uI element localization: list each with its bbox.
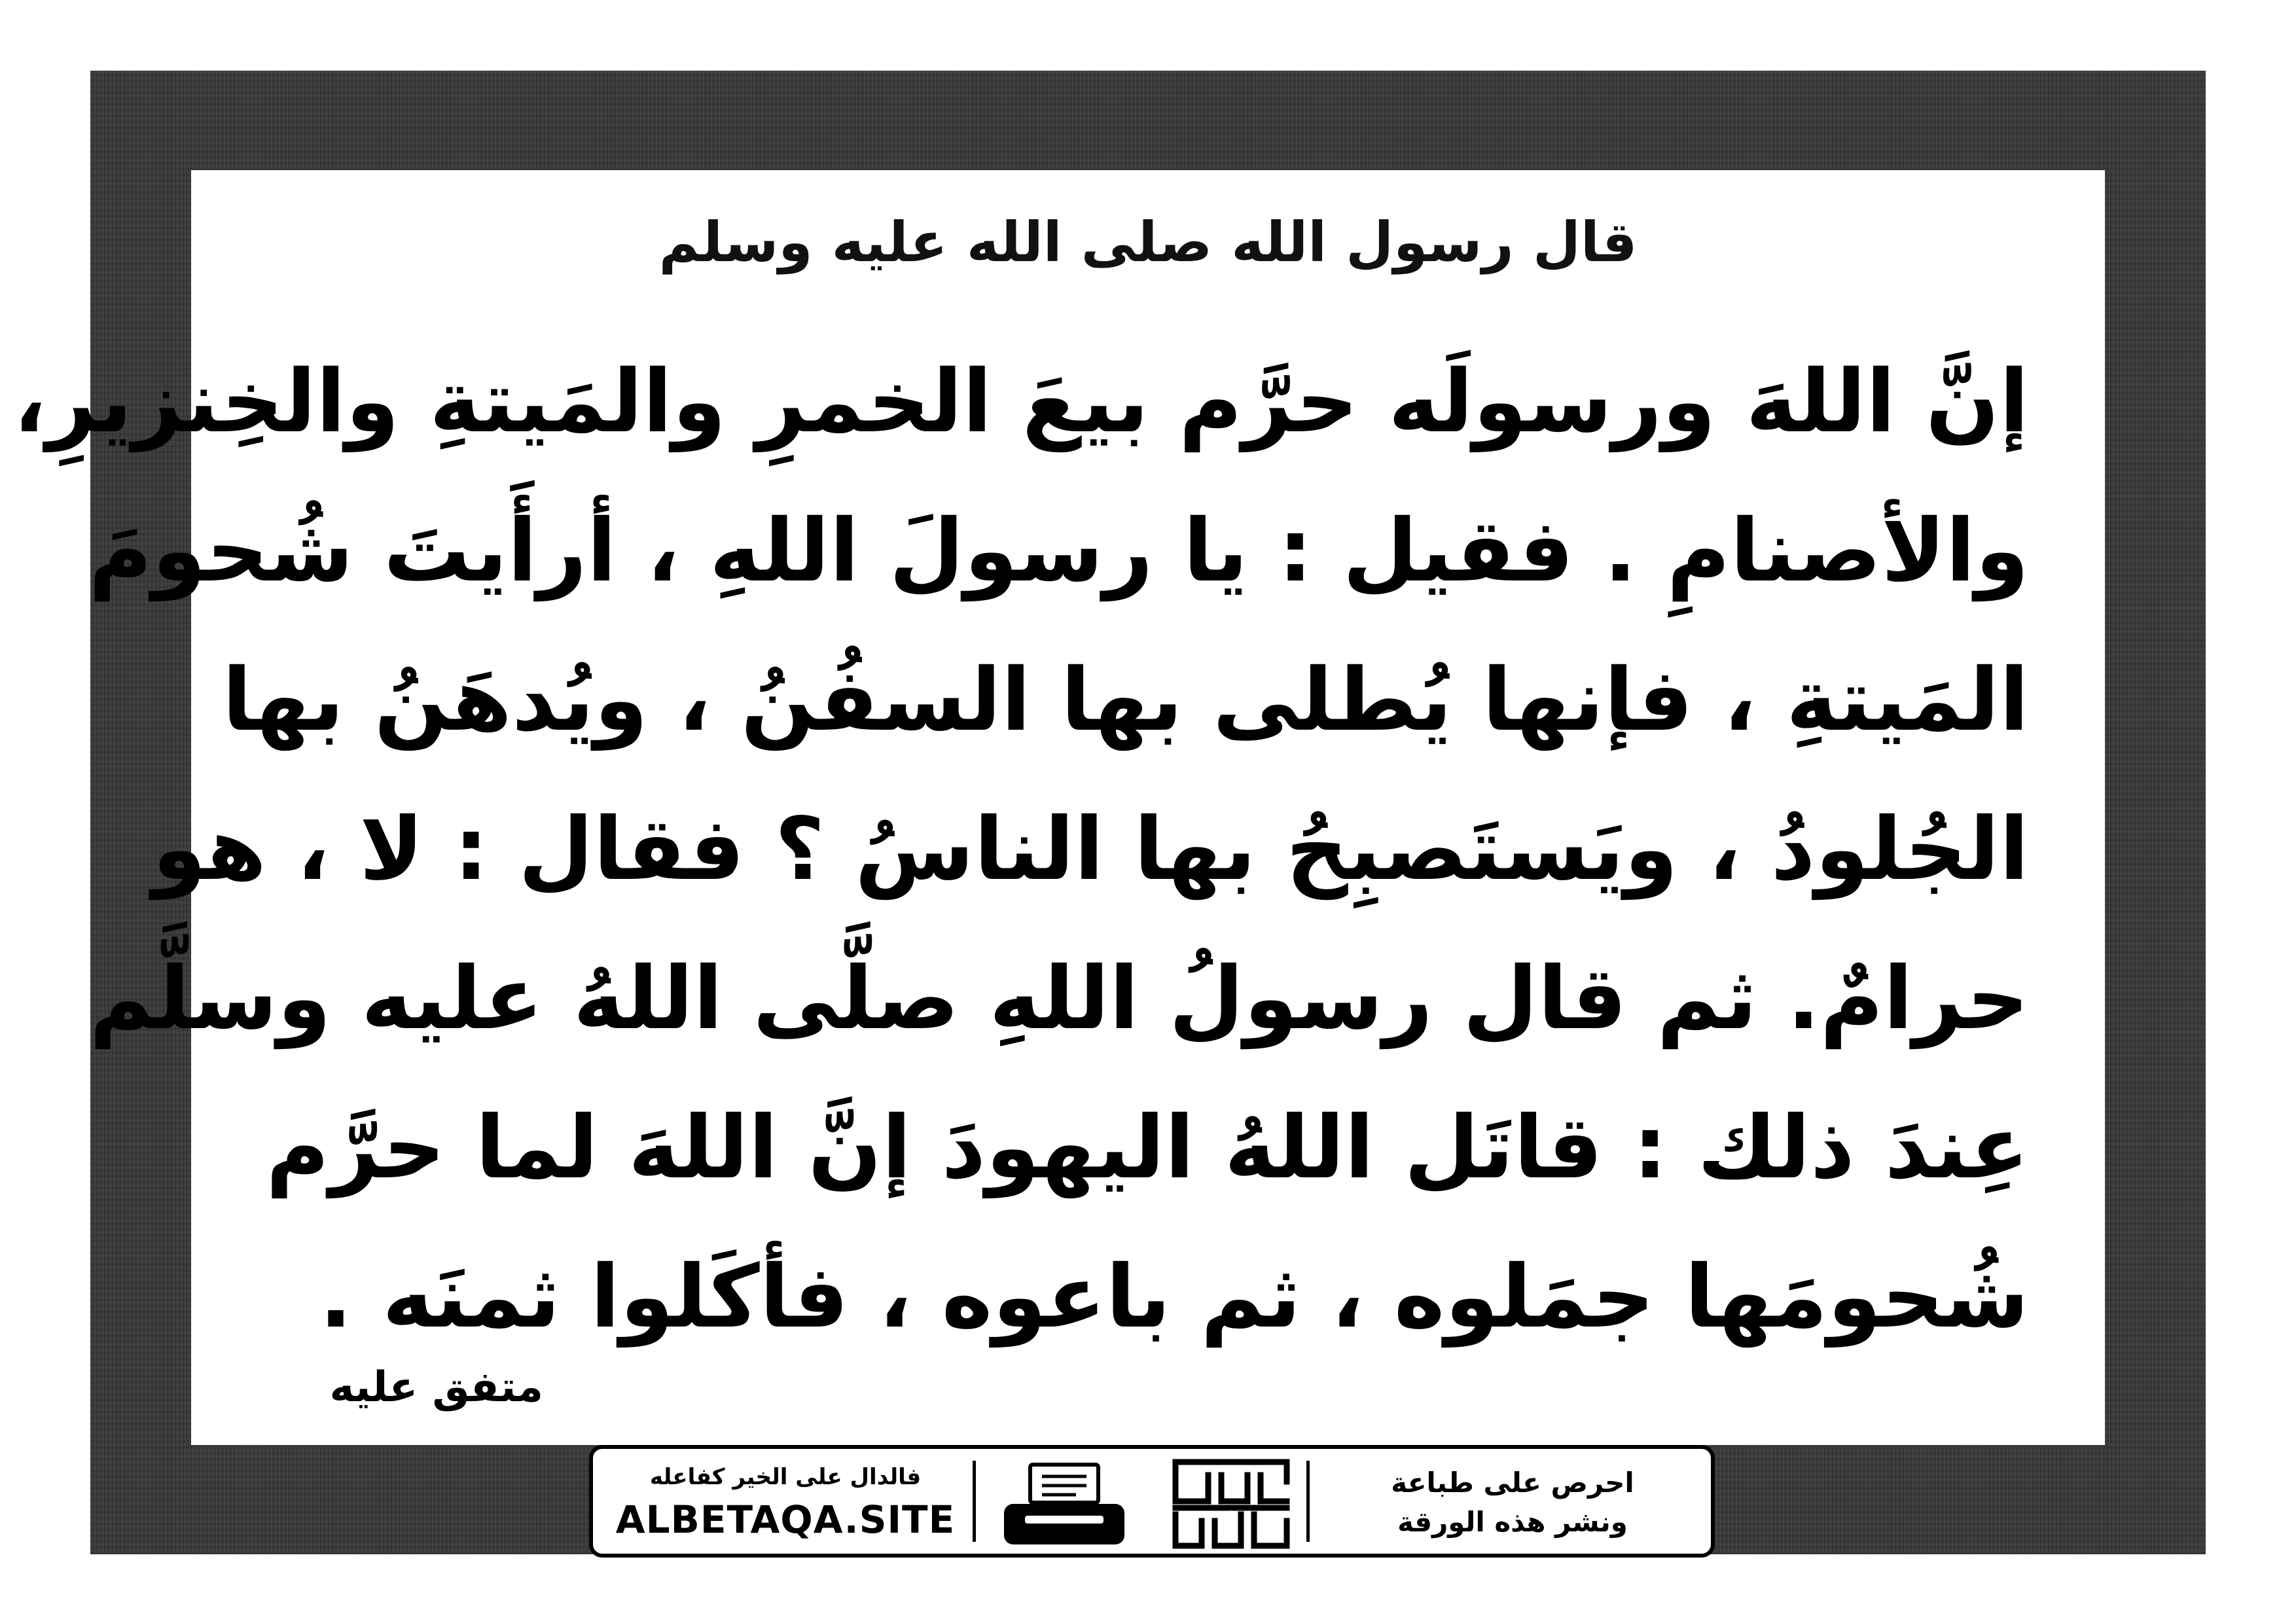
site-slogan: فالدال على الخير كفاعله (649, 1464, 922, 1490)
site-block (602, 1459, 969, 1544)
hadith-line-3: المَيتةِ ، فإنها يُطلى بها السفُنُ ، ويُدهَنُ بها (222, 650, 2029, 751)
hadith-line-5: حرامٌ. ثم قال رسولُ اللهِ صلَّى اللهُ عليه وسلَّم (89, 948, 2029, 1049)
hadith-line-4: الجُلودُ ، ويَستَصبِحُ بها الناسُ ؟ فقال : لا ، هو (152, 799, 2029, 900)
footer-divider-2 (1306, 1461, 1310, 1542)
footer-banner (589, 1445, 1715, 1558)
hadith-line-7: شُحومَها جمَلوه ، ثم باعوه ، فأكَلوا ثمنَه . (319, 1247, 2029, 1347)
hadith-line-1: إنَّ اللهَ ورسولَه حرَّم بيعَ الخمرِ والمَيتةِ والخِنزيرِ، (13, 351, 2029, 452)
ask-block (1319, 1463, 1706, 1546)
hadith-source: متفق عليه (329, 1363, 543, 1412)
printer-icon (999, 1463, 1130, 1547)
ask-line-2: ونشر هذه الورقة (1397, 1506, 1628, 1538)
footer-divider (973, 1461, 976, 1542)
hadith-line-6: عِندَ ذلك : قاتَل اللهُ اليهودَ إنَّ اللهَ لما حرَّم (266, 1097, 2029, 1198)
hadith-text (13, 327, 2029, 1372)
hadith-line-2: والأصنامِ . فقيل : يا رسولَ اللهِ ، أرأَيتَ شُحومَ (88, 501, 2029, 601)
site-url[interactable]: ALBETAQA.SITE (615, 1497, 956, 1542)
ask-line-1: احرص على طباعة (1391, 1467, 1634, 1499)
logo (1169, 1455, 1293, 1552)
logo-text: دعوتنا الورقة (1229, 1510, 1233, 1511)
header-title: قال رسول الله صلى الله عليه وسلم (658, 210, 1638, 274)
